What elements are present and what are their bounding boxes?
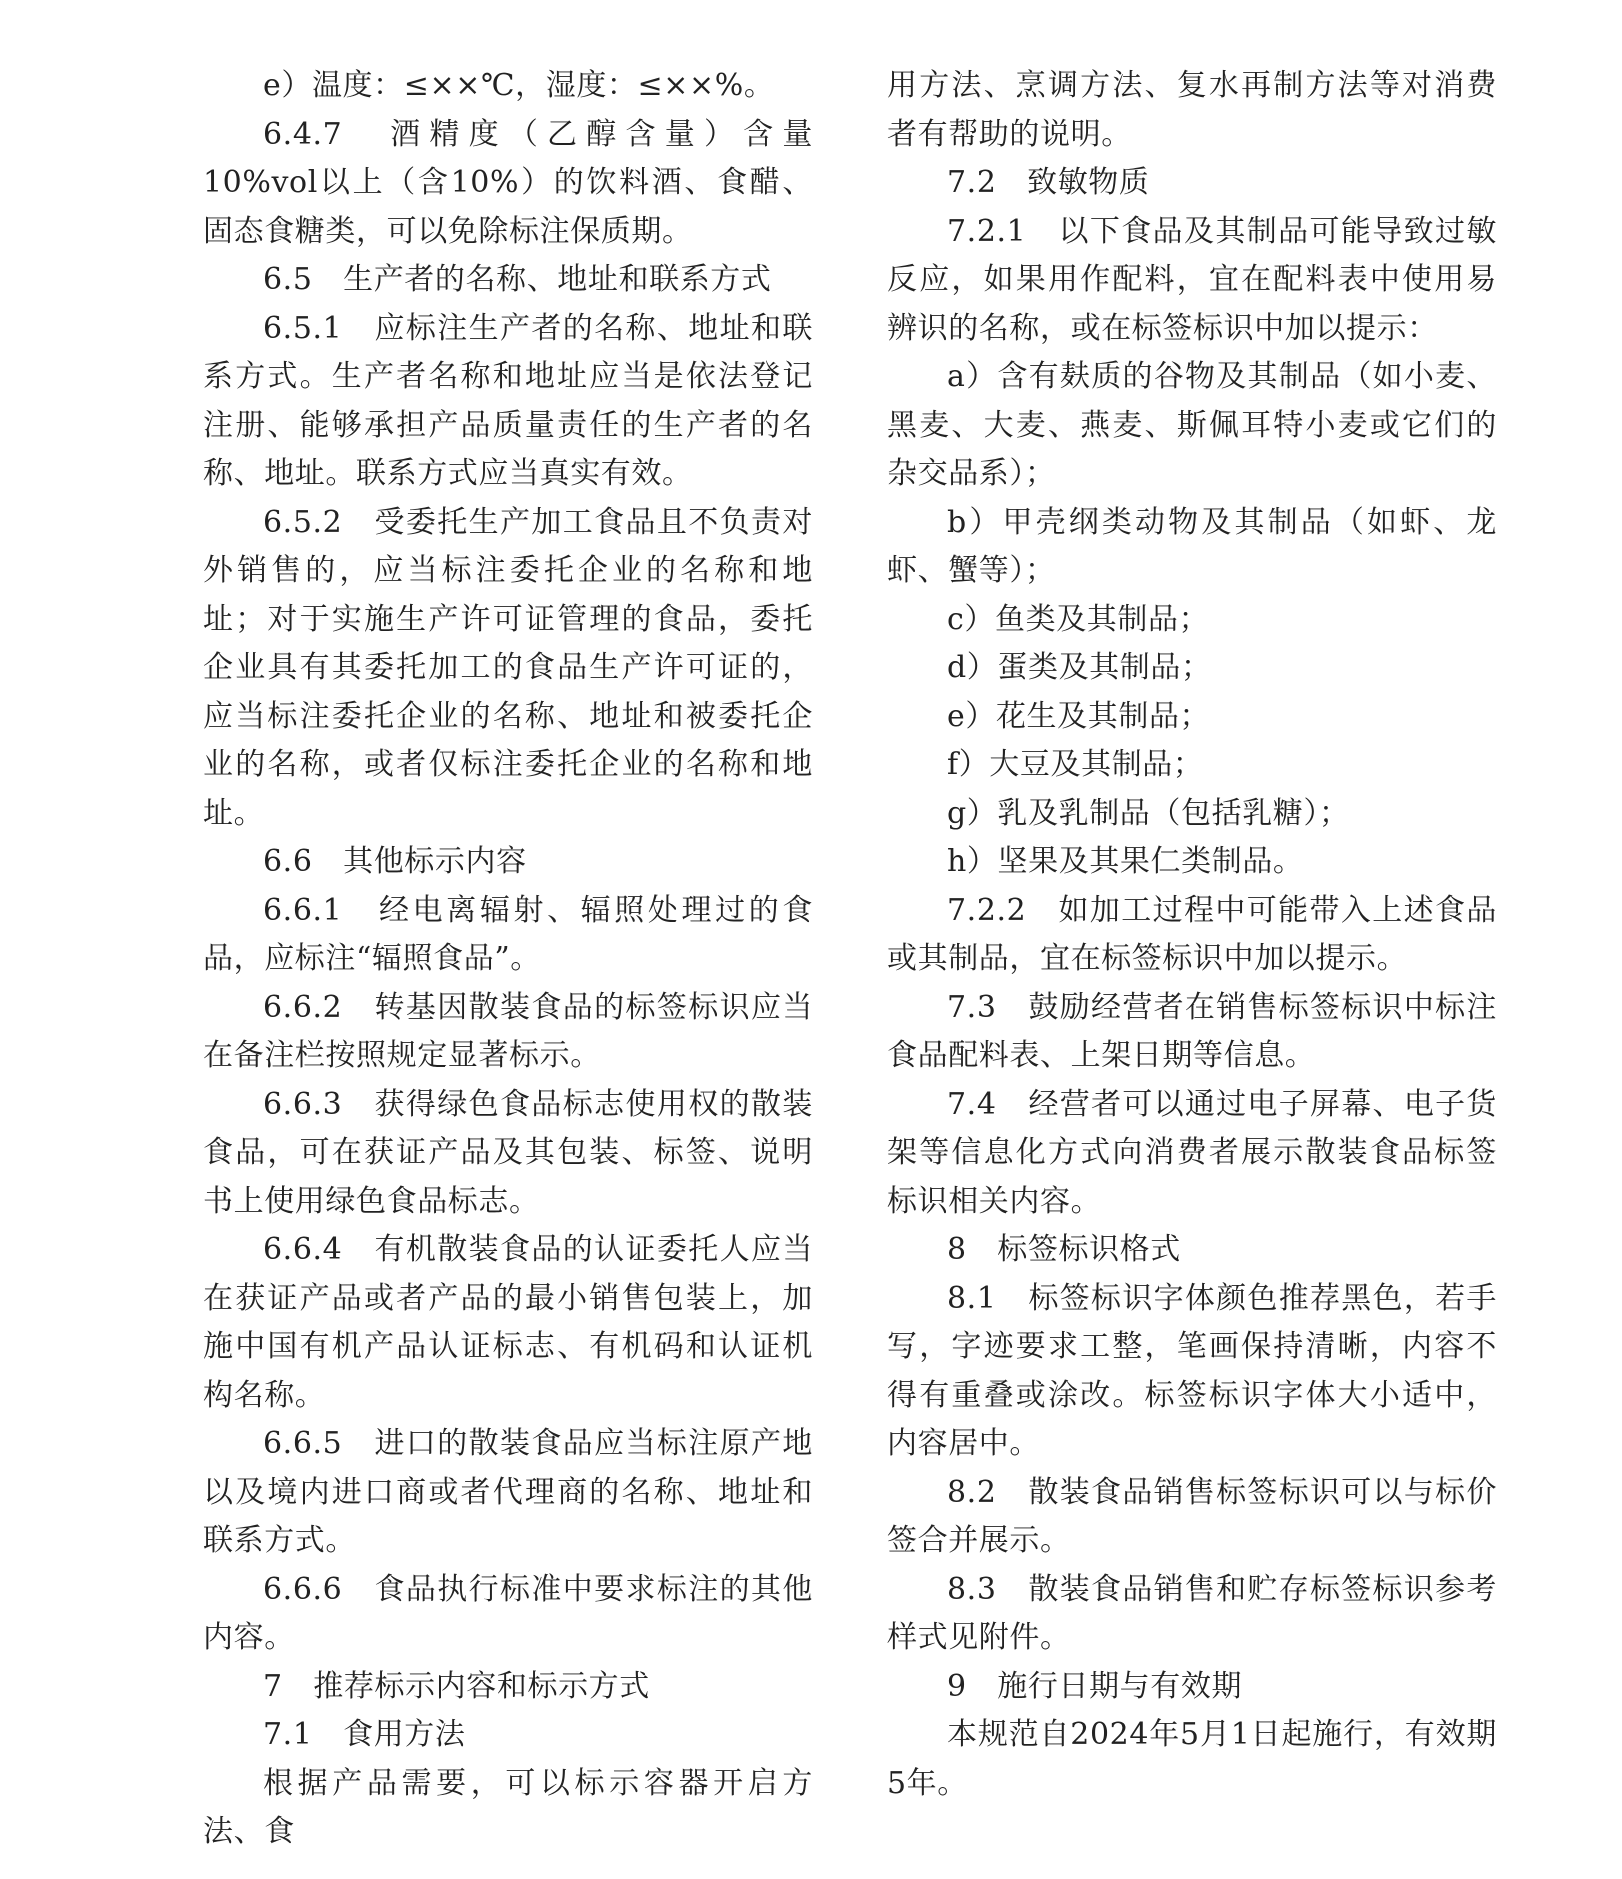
paragraph: 6.6.6 食品执行标准中要求标注的其他内容。 [203, 1571, 813, 1655]
paragraph: 7 推荐标示内容和标示方式 [263, 1668, 650, 1704]
paragraph: 8.1 标签标识字体颜色推荐黑色，若手写，字迹要求工整，笔画保持清晰，内容不得有重叠或涂改。标签标识字体大小适中，内容居中。 [887, 1280, 1497, 1461]
paragraph: e）温度：≤××℃，湿度：≤××%。 [263, 68, 775, 103]
paragraph: 8.2 散装食品销售标签标识可以与标价签合并展示。 [887, 1474, 1497, 1558]
paragraph: 6.6.3 获得绿色食品标志使用权的散装食品，可在获证产品及其包装、标签、说明书上使用绿色食品标志。 [203, 1086, 813, 1219]
paragraph: c）鱼类及其制品； [947, 601, 1210, 637]
paragraph: 6.6.2 转基因散装食品的标签标识应当在备注栏按照规定显著标示。 [203, 989, 813, 1073]
paragraph: h）坚果及其果仁类制品。 [947, 844, 1304, 879]
paragraph: g）乳及乳制品（包括乳糖）； [947, 795, 1350, 831]
paragraph: 7.3 鼓励经营者在销售标签标识中标注食品配料表、上架日期等信息。 [887, 989, 1497, 1073]
paragraph: 用方法、烹调方法、复水再制方法等对消费者有帮助的说明。 [887, 68, 1497, 152]
paragraph: d）蛋类及其制品； [947, 650, 1212, 685]
paragraph: 6.5 生产者的名称、地址和联系方式 [263, 262, 772, 297]
paragraph: 6.6 其他标示内容 [263, 844, 527, 879]
left-column [203, 62, 813, 1857]
paragraph: 8 标签标识格式 [947, 1232, 1181, 1267]
paragraph: 9 施行日期与有效期 [947, 1668, 1243, 1704]
paragraph: e）花生及其制品； [947, 698, 1211, 734]
paragraph: 7.2.1 以下食品及其制品可能导致过敏反应，如果用作配料，宜在配料表中使用易辨识的名称，或在标签标识中加以提示： [887, 213, 1497, 346]
paragraph: 7.2.2 如加工过程中可能带入上述食品或其制品，宜在标签标识中加以提示。 [887, 892, 1497, 976]
paragraph: 7.4 经营者可以通过电子屏幕、电子货架等信息化方式向消费者展示散装食品标签标识相关内容。 [887, 1086, 1497, 1219]
paragraph: 6.6.4 有机散装食品的认证委托人应当在获证产品或者产品的最小销售包装上，加施中国有机产品认证标志、有机码和认证机构名称。 [203, 1232, 813, 1413]
paragraph: f）大豆及其制品； [947, 747, 1204, 782]
paragraph: 本规范自2024年5月1日起施行，有效期5年。 [887, 1717, 1497, 1801]
paragraph: 7.2 致敏物质 [947, 165, 1150, 200]
paragraph: a）含有麸质的谷物及其制品（如小麦、黑麦、大麦、燕麦、斯佩耳特小麦或它们的杂交品系）； [887, 359, 1497, 491]
paragraph: 6.6.5 进口的散装食品应当标注原产地以及境内进口商或者代理商的名称、地址和联系方式。 [203, 1426, 813, 1558]
paragraph: 6.5.2 受委托生产加工食品且不负责对外销售的，应当标注委托企业的名称和地址；对于实施生产许可证管理的食品，委托企业具有其委托加工的食品生产许可证的，应当标注委托企业的名称、地址和被委托企业的名称，或者仅标注委托企业的名称和地址。 [203, 504, 813, 831]
paragraph: 6.4.7 酒精度（乙醇含量）含量10%vol以上（含10%）的饮料酒、食醋、固态食糖类，可以免除标注保质期。 [203, 116, 813, 249]
paragraph: 6.6.1 经电离辐射、辐照处理过的食品，应标注“辐照食品”。 [203, 892, 813, 976]
paragraph: 根据产品需要，可以标示容器开启方法、食 [203, 1765, 813, 1849]
right-column [887, 62, 1497, 1808]
paragraph: 8.3 散装食品销售和贮存标签标识参考样式见附件。 [887, 1571, 1497, 1655]
paragraph: b）甲壳纲类动物及其制品（如虾、龙虾、蟹等）； [887, 504, 1497, 588]
paragraph: 6.5.1 应标注生产者的名称、地址和联系方式。生产者名称和地址应当是依法登记注册、能够承担产品质量责任的生产者的名称、地址。联系方式应当真实有效。 [203, 310, 813, 491]
paragraph: 7.1 食用方法 [263, 1717, 466, 1752]
